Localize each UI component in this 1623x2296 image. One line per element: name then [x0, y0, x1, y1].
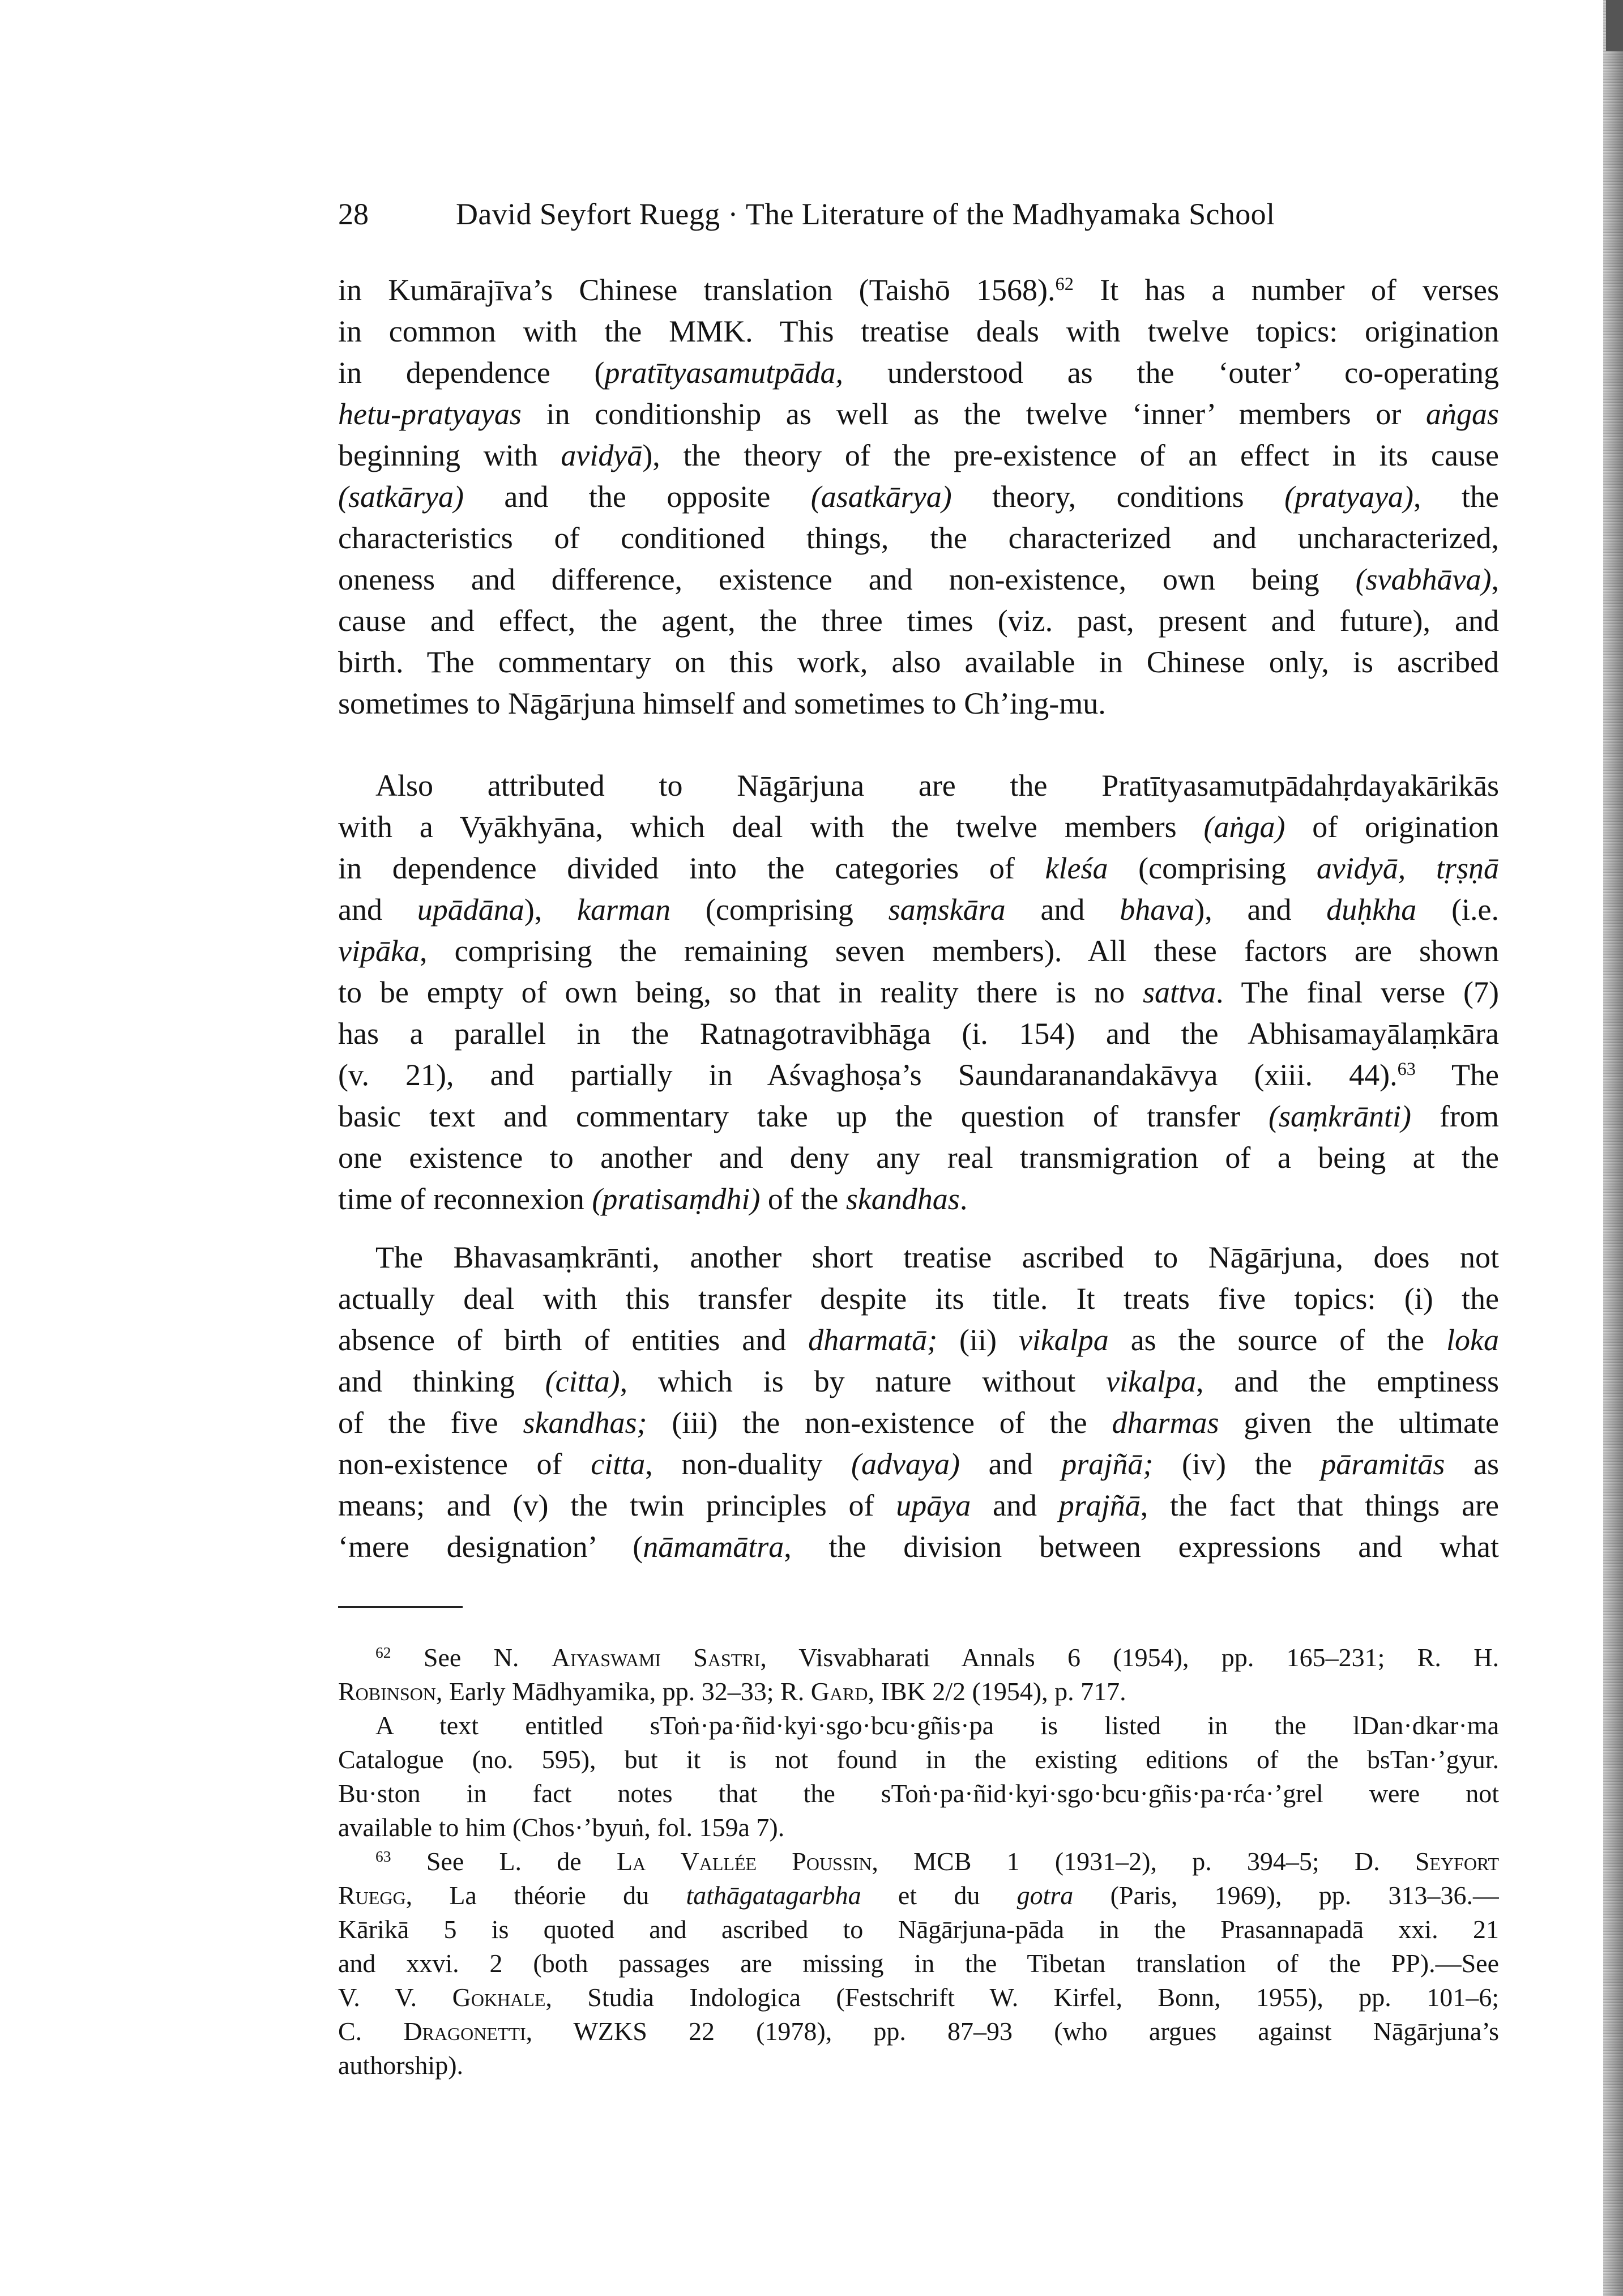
text-run: and	[1005, 893, 1120, 927]
page-header	[338, 193, 1499, 236]
italic-term: (svabhāva)	[1355, 562, 1492, 596]
text-run: ‘mere designation’ (	[338, 1530, 643, 1564]
text-run: ), the theory of the pre-existence of an effect in its cause	[642, 438, 1499, 472]
text-run: , the fact that things are	[1140, 1488, 1499, 1522]
text-run: , non-duality	[645, 1447, 852, 1481]
italic-term: (advaya)	[851, 1447, 960, 1481]
italic-term: hetu-pratyayas	[338, 397, 522, 431]
text-line	[338, 683, 1499, 724]
text-run: ),	[524, 893, 578, 927]
text-run: , comprising the remaining seven members). All these factors are shown	[419, 934, 1499, 968]
text-run: as the source of the	[1108, 1323, 1446, 1357]
text-run: Kārikā 5 is quoted and ascribed to Nāgārjuna-pāda in the Prasannapadā xxi. 21	[338, 1915, 1499, 1944]
text-run: ), and	[1194, 893, 1327, 927]
text-run: and	[338, 893, 417, 927]
text-run: ,	[1491, 562, 1499, 596]
italic-term: avidyā	[561, 438, 643, 472]
italic-term: dharmatā;	[808, 1323, 938, 1357]
text-line	[338, 352, 1499, 394]
text-run: (Paris, 1969), pp. 313–36.—	[1073, 1881, 1499, 1910]
italic-term: avidyā, tṛṣṇā	[1316, 851, 1499, 885]
footnote-line	[338, 2015, 1499, 2049]
author-name: Robinson	[338, 1677, 436, 1706]
text-run: and the opposite	[463, 480, 811, 514]
italic-term: karman	[577, 893, 671, 927]
text-run: , La théorie du	[405, 1881, 686, 1910]
body-paragraph-3	[338, 1237, 1499, 1568]
text-run: et du	[861, 1881, 1017, 1910]
text-run: Also attributed to Nāgārjuna are the Pratītyasamutpādahṛdayakārikās	[375, 769, 1499, 803]
text-run: of the	[760, 1182, 846, 1216]
text-run: understood as the ‘outer’ co-operating	[843, 356, 1499, 390]
text-run: (iii) the non-existence of the	[647, 1406, 1112, 1440]
italic-term: sattva	[1143, 975, 1216, 1009]
italic-term: (pratyaya)	[1284, 480, 1414, 514]
italic-term: gotra	[1016, 1881, 1074, 1910]
text-line	[338, 1402, 1499, 1444]
text-line	[338, 1013, 1499, 1055]
text-run: , Visvabharati Annals 6 (1954), pp. 165–231; R. H.	[760, 1643, 1499, 1672]
text-run: Bu·ston in fact notes that the sToṅ·pa·ñid·kyi·sgo·bcu·gñis·pa·rća·’grel were not	[338, 1779, 1499, 1808]
text-run: birth. The commentary on this work, also available in Chinese only, is ascribed	[338, 645, 1499, 679]
text-line	[338, 476, 1499, 518]
italic-term: (citta)	[545, 1364, 620, 1398]
italic-term: bhava	[1120, 893, 1195, 927]
text-run: characteristics of conditioned things, the characterized and uncharacterized,	[338, 521, 1499, 555]
footnote-line	[338, 1947, 1499, 1981]
text-line	[338, 1137, 1499, 1179]
text-line	[338, 765, 1499, 806]
text-run: , MCB 1 (1931–2), p. 394–5; D.	[872, 1847, 1415, 1876]
text-run: (comprising	[670, 893, 889, 927]
text-run: , the	[1413, 480, 1499, 514]
italic-term: loka	[1446, 1323, 1499, 1357]
italic-term: tathāgatagarbha	[686, 1881, 861, 1910]
text-run: in dependence divided into the categories of	[338, 851, 1045, 885]
text-run: (v. 21), and partially in Aśvaghoṣa’s Saundaranandakāvya (xiii. 44).	[338, 1058, 1398, 1092]
text-line	[338, 1485, 1499, 1526]
text-run: , IBK 2/2 (1954), p. 717.	[868, 1677, 1126, 1706]
text-line	[338, 1444, 1499, 1485]
text-run: of origination	[1285, 810, 1499, 844]
page-number: 28	[338, 197, 369, 231]
italic-term: (aṅga)	[1203, 810, 1285, 844]
text-line	[338, 1096, 1499, 1137]
scan-edge-shadow	[1603, 0, 1623, 2296]
author-name: Gokhale	[452, 1983, 546, 2012]
italic-term: citta	[591, 1447, 646, 1481]
text-run: See N.	[391, 1643, 552, 1672]
text-run: , which is by nature without	[620, 1364, 1107, 1398]
italic-term: (asatkārya)	[810, 480, 952, 514]
text-line	[338, 394, 1499, 435]
text-run: available to him (Chos·’byuṅ, fol. 159a 7).	[338, 1813, 785, 1842]
author-name: Seyfort	[1415, 1847, 1499, 1876]
text-run: , Studia Indologica (Festschrift W. Kirfel, Bonn, 1955), pp. 101–6;	[545, 1983, 1499, 2012]
text-run: actually deal with this transfer despite its title. It treats five topics: (i) the	[338, 1282, 1499, 1316]
footnote-line	[338, 1743, 1499, 1777]
text-run: , the division between expressions and what	[784, 1530, 1499, 1564]
text-line	[338, 1055, 1499, 1096]
italic-term: vipāka	[338, 934, 420, 968]
text-run: authorship).	[338, 2051, 464, 2080]
footnote-line	[338, 1675, 1499, 1709]
italic-term: duḥkha	[1326, 893, 1417, 927]
author-name: Dragonetti	[403, 2017, 526, 2046]
footnote-line	[338, 1709, 1499, 1743]
text-run: with a Vyākhyāna, which deal with the twelve members	[338, 810, 1204, 844]
text-run: A text entitled sToṅ·pa·ñid·kyi·sgo·bcu·gñis·pa is listed in the lDan·dkar·ma	[375, 1711, 1499, 1740]
footnote-reference: 62	[375, 1643, 391, 1661]
text-run: beginning with	[338, 438, 561, 472]
text-run: time of reconnexion	[338, 1182, 592, 1216]
text-line	[338, 972, 1499, 1013]
body-paragraph-1	[338, 270, 1499, 724]
text-run: in dependence (	[338, 356, 605, 390]
footnote-line	[338, 1981, 1499, 2015]
italic-term: (satkārya)	[338, 480, 464, 514]
text-line	[338, 1179, 1499, 1220]
footnote-line	[338, 1811, 1499, 1845]
footnote-reference: 63	[1397, 1059, 1416, 1080]
text-run: and	[971, 1488, 1059, 1522]
text-line	[338, 600, 1499, 642]
footnotes	[338, 1641, 1499, 2082]
footnote-line	[338, 1845, 1499, 1879]
text-line	[338, 889, 1499, 931]
text-run: basic text and commentary take up the question of transfer	[338, 1099, 1269, 1133]
text-run: sometimes to Nāgārjuna himself and sometimes to Ch’ing-mu.	[338, 686, 1106, 720]
text-run: , Early Mādhyamika, pp. 32–33; R.	[435, 1677, 811, 1706]
italic-term: (saṃkrānti)	[1268, 1099, 1411, 1133]
italic-term: pratītyasamutpāda,	[604, 356, 844, 390]
italic-term: skandhas;	[523, 1406, 647, 1440]
text-run: has a parallel in the Ratnagotravibhāga (i. 154) and the Abhisamayālaṃkāra	[338, 1017, 1499, 1051]
text-run: as	[1445, 1447, 1499, 1481]
text-run: V. V.	[338, 1983, 452, 2012]
text-run: .	[959, 1182, 968, 1216]
footnote-line	[338, 1879, 1499, 1913]
text-line	[338, 1237, 1499, 1278]
italic-term: aṅgas	[1425, 397, 1499, 431]
text-run: from	[1411, 1099, 1499, 1133]
text-run: , and the emptiness	[1196, 1364, 1499, 1398]
footnote-line	[338, 2049, 1499, 2082]
text-line	[338, 311, 1499, 352]
italic-term: upādāna	[417, 893, 524, 927]
footnote-line	[338, 1641, 1499, 1675]
text-run: in Kumārajīva’s Chinese translation (Taishō 1568).	[338, 273, 1056, 307]
author-name: Ruegg	[338, 1881, 406, 1910]
text-run: The	[1415, 1058, 1499, 1092]
text-run: and	[959, 1447, 1062, 1481]
text-line	[338, 642, 1499, 683]
text-run: means; and (v) the twin principles of	[338, 1488, 896, 1522]
text-run: to be empty of own being, so that in reality there is no	[338, 975, 1143, 1009]
author-name: Aiyaswami Sastri	[551, 1643, 761, 1672]
text-run: given the ultimate	[1219, 1406, 1499, 1440]
text-line	[338, 1526, 1499, 1568]
footnote-reference: 63	[375, 1847, 391, 1865]
text-line	[338, 518, 1499, 559]
italic-term: kleśa	[1045, 851, 1108, 885]
italic-term: vikalpa	[1018, 1323, 1109, 1357]
running-title: David Seyfort Ruegg · The Literature of the Madhyamaka School	[456, 197, 1275, 231]
text-line	[338, 435, 1499, 476]
italic-term: upāya	[896, 1488, 971, 1522]
italic-term: nāmamātra	[643, 1530, 784, 1564]
footnote-separator-rule	[338, 1606, 463, 1608]
italic-term: vikalpa	[1106, 1364, 1197, 1398]
text-run: in common with the MMK. This treatise deals with twelve topics: origination	[338, 314, 1499, 348]
footnote-line	[338, 1777, 1499, 1811]
text-line	[338, 931, 1499, 972]
author-name: La Vallée Poussin	[616, 1847, 872, 1876]
text-run: (i.e.	[1416, 893, 1499, 927]
italic-term: pāramitās	[1321, 1447, 1445, 1481]
italic-term: dharmas	[1112, 1406, 1219, 1440]
text-run: C.	[338, 2017, 404, 2046]
text-run: (ii)	[937, 1323, 1019, 1357]
text-line	[338, 806, 1499, 848]
italic-term: prajñā	[1058, 1488, 1141, 1522]
text-run: See L. de	[391, 1847, 617, 1876]
text-run: absence of birth of entities and	[338, 1323, 809, 1357]
text-run: non-existence of	[338, 1447, 591, 1481]
italic-term: prajñā;	[1061, 1447, 1154, 1481]
text-run: oneness and difference, existence and non-existence, own being	[338, 562, 1356, 596]
italic-term: saṃskāra	[888, 893, 1006, 927]
text-run: It has a number of verses	[1073, 273, 1499, 307]
text-run: , WZKS 22 (1978), pp. 87–93 (who argues against Nāgārjuna’s	[526, 2017, 1499, 2046]
text-line	[338, 848, 1499, 889]
text-line	[338, 1320, 1499, 1361]
text-line	[338, 1361, 1499, 1402]
body-paragraph-2	[338, 765, 1499, 1220]
text-run: cause and effect, the agent, the three times (viz. past, present and future), and	[338, 604, 1499, 638]
italic-term: skandhas	[845, 1182, 960, 1216]
text-line	[338, 559, 1499, 600]
text-line	[338, 270, 1499, 311]
text-run: and xxvi. 2 (both passages are missing in the Tibetan translation of the PP).—See	[338, 1949, 1499, 1978]
text-line	[338, 1278, 1499, 1320]
text-run: of the five	[338, 1406, 523, 1440]
text-run: and thinking	[338, 1364, 545, 1398]
text-run: in conditionship as well as the twelve ‘inner’ members or	[521, 397, 1426, 431]
text-run: The Bhavasaṃkrānti, another short treatise ascribed to Nāgārjuna, does not	[375, 1240, 1499, 1274]
text-run: theory, conditions	[951, 480, 1285, 514]
scan-corner-mark	[1606, 0, 1623, 51]
footnote-line	[338, 1913, 1499, 1947]
text-run: (iv) the	[1153, 1447, 1321, 1481]
italic-term: (pratisaṃdhi)	[592, 1182, 761, 1216]
text-run: (comprising	[1108, 851, 1317, 885]
text-run: Catalogue (no. 595), but it is not found in the existing editions of the bsTan·’gyur.	[338, 1745, 1499, 1774]
author-name: Gard	[810, 1677, 868, 1706]
footnote-reference: 62	[1055, 274, 1074, 295]
text-run: one existence to another and deny any real transmigration of a being at the	[338, 1141, 1499, 1175]
text-run: . The final verse (7)	[1216, 975, 1499, 1009]
